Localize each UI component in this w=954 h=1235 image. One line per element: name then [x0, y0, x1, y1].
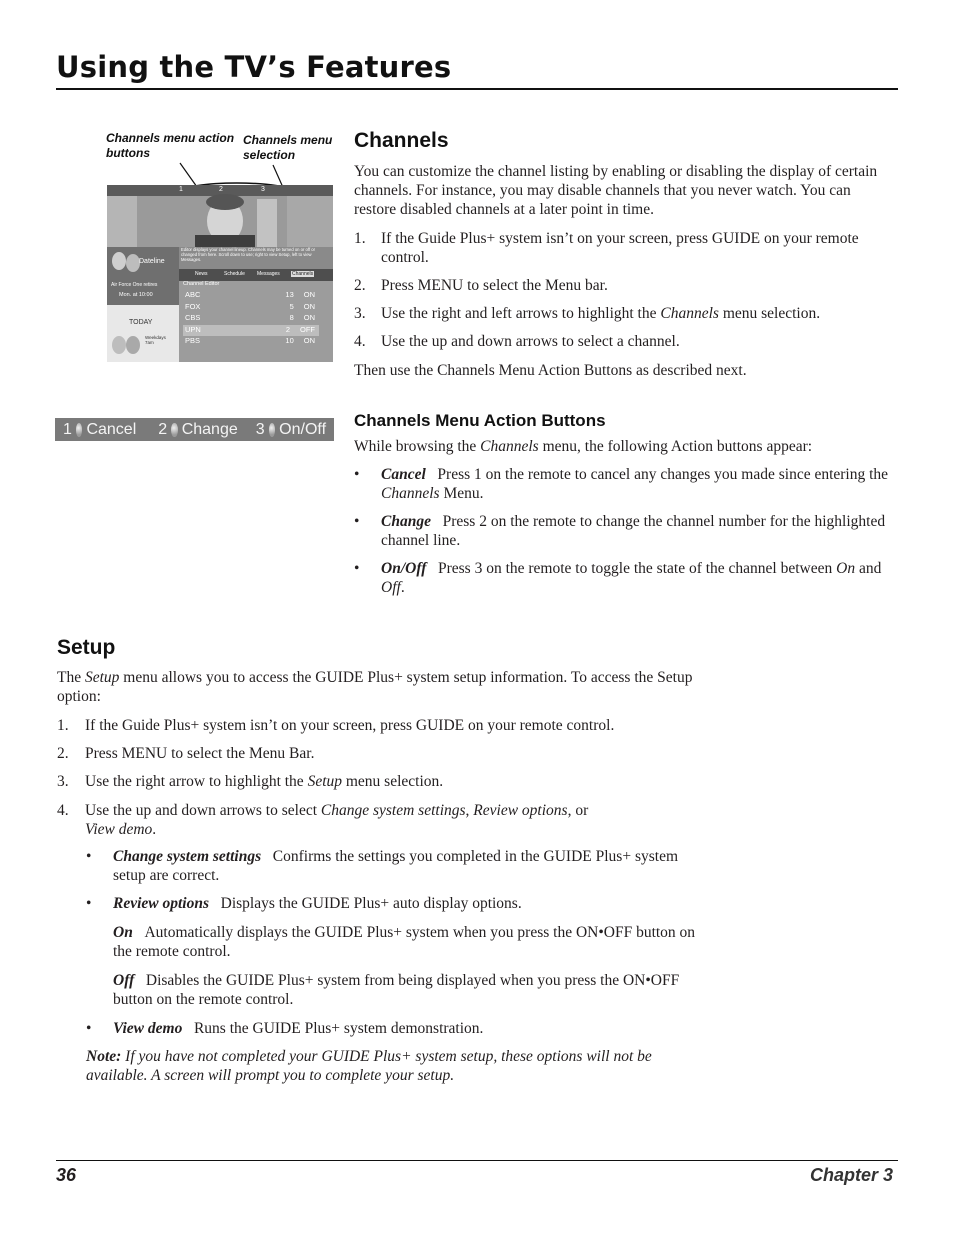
channels-heading: Channels	[354, 129, 449, 152]
screen-channel-row: UPN 2 OFF	[185, 324, 315, 334]
setup-note: Note: If you have not completed your GUIDE Plus+ system setup, these options will not be available. A screen will prompt you to complete your setup.	[86, 1048, 652, 1084]
bullet-view-demo: • View demo Runs the GUIDE Plus+ system demonstration.	[86, 1020, 484, 1037]
screen-editor-title: Channel Editor	[183, 281, 220, 287]
screen-menu-schedule: Schedule	[224, 271, 245, 277]
bullet-change-system-settings: • Change system settings Confirms the settings you completed in the GUIDE Plus+ system setup are correct.	[86, 848, 679, 884]
bullet-change: • Change Press 2 on the remote to change the channel number for the highlighted channel line.	[354, 513, 886, 549]
channels-browse: While browsing the Channels menu, the following Action buttons appear:	[354, 438, 813, 455]
footer-rule	[56, 1160, 898, 1161]
channels-subheading: Channels Menu Action Buttons	[354, 411, 606, 430]
screen-label-weekdays: Weekdays 7am	[145, 335, 166, 345]
screen-menu-messages: Messages	[257, 271, 280, 277]
page-number: 36	[56, 1165, 77, 1185]
bullet-onoff: • On/Off Press 3 on the remote to toggle the state of the channel between On and Off.	[354, 560, 882, 596]
setup-heading: Setup	[57, 636, 116, 659]
change-dot-icon	[171, 423, 178, 437]
channels-intro: You can customize the channel listing by enabling or disabling the display of certain channels. For instance, you may disable channels that you never watch. You can restore disabled channels at a later point in time.	[354, 163, 878, 218]
channels-then: Then use the Channels Menu Action Buttons as described next.	[354, 362, 747, 379]
screen-channel-row: FOX 5 ON	[185, 301, 315, 311]
onoff-dot-icon	[269, 423, 276, 437]
screen-tab-2: 2	[219, 186, 223, 193]
setup-step-2: 2. Press MENU to select the Menu Bar.	[57, 745, 315, 762]
channels-step-2: 2. Press MENU to select the Menu bar.	[354, 277, 608, 294]
setup-intro: The Setup menu allows you to access the GUIDE Plus+ system setup information. To access the Setup option:	[57, 669, 693, 705]
title-rule	[56, 88, 898, 90]
channels-step-3: 3. Use the right and left arrows to highlight the Channels menu selection.	[354, 305, 821, 322]
screen-tab-1: 1	[179, 186, 183, 193]
option-off: Off Disables the GUIDE Plus+ system from being displayed when you press the ON•OFF button on the remote control.	[113, 972, 680, 1008]
screen-menu-channels: Channels	[292, 271, 314, 277]
screen-channel-row: ABC 13 ON	[185, 290, 315, 299]
screen-label-today: TODAY	[129, 319, 153, 326]
screen-info-text: Editor displays your channel lineup. Channels may be turned on or off or changed from here. Scroll down to use; right to view Setup, left to view Messages.	[181, 247, 316, 262]
setup-step-1: 1. If the Guide Plus+ system isn’t on your screen, press GUIDE on your remote control.	[57, 717, 615, 734]
chapter-label: Chapter 3	[809, 1165, 893, 1185]
caption-action-buttons: Channels menu action buttons	[106, 131, 235, 160]
screen-label-dateline: Dateline	[139, 258, 165, 265]
setup-step-4: 4. Use the up and down arrows to select Change system settings, Review options, or View demo.	[57, 802, 589, 838]
bullet-review-options: • Review options Displays the GUIDE Plus+ auto display options.	[86, 895, 522, 912]
screen-label-time: Mon. at 10:00	[119, 292, 153, 298]
setup-step-3: 3. Use the right arrow to highlight the Setup menu selection.	[57, 773, 444, 790]
channels-step-4: 4. Use the up and down arrows to select a channel.	[354, 333, 680, 350]
screen-channel-row: PBS 10 ON	[185, 336, 315, 346]
bullet-cancel: • Cancel Press 1 on the remote to cancel any changes you made since entering the Channels Menu.	[354, 466, 889, 502]
screen-menu-news: News	[195, 271, 208, 277]
tv-screenshot	[107, 185, 333, 362]
screen-channel-row: CBS 8 ON	[185, 313, 315, 323]
option-on: On Automatically displays the GUIDE Plus+ system when you press the ON•OFF button on the remote control.	[113, 924, 696, 960]
screen-channel-list	[185, 289, 315, 347]
page-title: Using the TV’s Features	[56, 50, 452, 84]
screen-label-airforce: Air Force One retires	[111, 282, 158, 288]
cancel-dot-icon	[76, 423, 83, 437]
caption-menu-selection: Channels menu selection	[243, 133, 333, 162]
screen-tab-3: 3	[261, 186, 265, 193]
action-button-bar: 1 Cancel 2 Change 3 On/Off	[55, 418, 334, 441]
channels-step-1: 1. If the Guide Plus+ system isn’t on your screen, press GUIDE on your remote control.	[354, 230, 859, 266]
